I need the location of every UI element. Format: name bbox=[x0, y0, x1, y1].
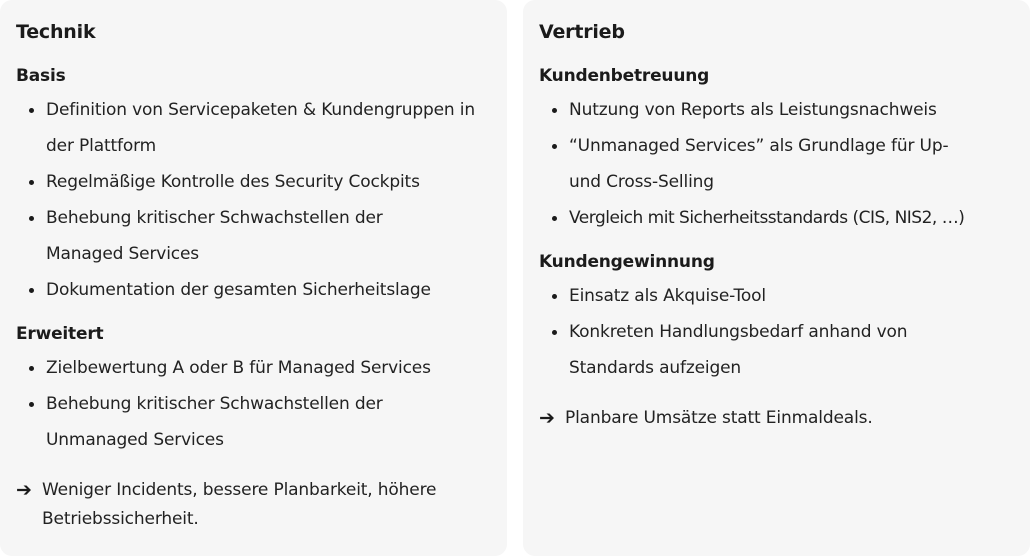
list-item: Behebung kritischer Schwachstellen der Managed Services bbox=[16, 200, 426, 272]
erweitert-list bbox=[16, 350, 491, 458]
list-item: Definition von Servicepaketen & Kundengruppen in der Plattform bbox=[16, 92, 491, 164]
vertrieb-conclusion bbox=[539, 404, 1014, 433]
kundenbetreuung-list bbox=[539, 92, 1014, 236]
vertrieb-title: Vertrieb bbox=[539, 21, 625, 43]
arrow-right-icon: ➔ bbox=[539, 407, 555, 429]
list-item: Regelmäßige Kontrolle des Security Cockpits bbox=[16, 164, 491, 200]
kundengewinnung-list bbox=[539, 278, 1014, 386]
technik-title: Technik bbox=[16, 21, 96, 43]
list-item: Konkreten Handlungsbedarf anhand von Standards aufzeigen bbox=[539, 314, 969, 386]
kundenbetreuung-heading: Kundenbetreuung bbox=[539, 66, 710, 86]
technik-conclusion-text: Weniger Incidents, bessere Planbarkeit, höhere Betriebssicherheit. bbox=[42, 480, 437, 529]
kundengewinnung-heading: Kundengewinnung bbox=[539, 252, 715, 272]
erweitert-heading: Erweitert bbox=[16, 324, 104, 344]
list-item: Nutzung von Reports als Leistungsnachweis bbox=[539, 92, 1014, 128]
technik-card bbox=[0, 0, 507, 556]
list-item: Einsatz als Akquise-Tool bbox=[539, 278, 1014, 314]
vertrieb-card bbox=[523, 0, 1030, 556]
list-item: Dokumentation der gesamten Sicherheitslage bbox=[16, 272, 491, 308]
list-item: Vergleich mit Sicherheitsstandards (CIS, NIS2, …) bbox=[539, 200, 1014, 236]
basis-list bbox=[16, 92, 491, 308]
list-item: “Unmanaged Services” als Grundlage für Up- und Cross-Selling bbox=[539, 128, 979, 200]
list-item: Zielbewertung A oder B für Managed Services bbox=[16, 350, 491, 386]
technik-conclusion bbox=[16, 476, 466, 534]
basis-heading: Basis bbox=[16, 66, 66, 86]
arrow-right-icon: ➔ bbox=[16, 479, 32, 501]
vertrieb-conclusion-text: Planbare Umsätze statt Einmaldeals. bbox=[565, 408, 873, 428]
list-item: Behebung kritischer Schwachstellen der Unmanaged Services bbox=[16, 386, 426, 458]
